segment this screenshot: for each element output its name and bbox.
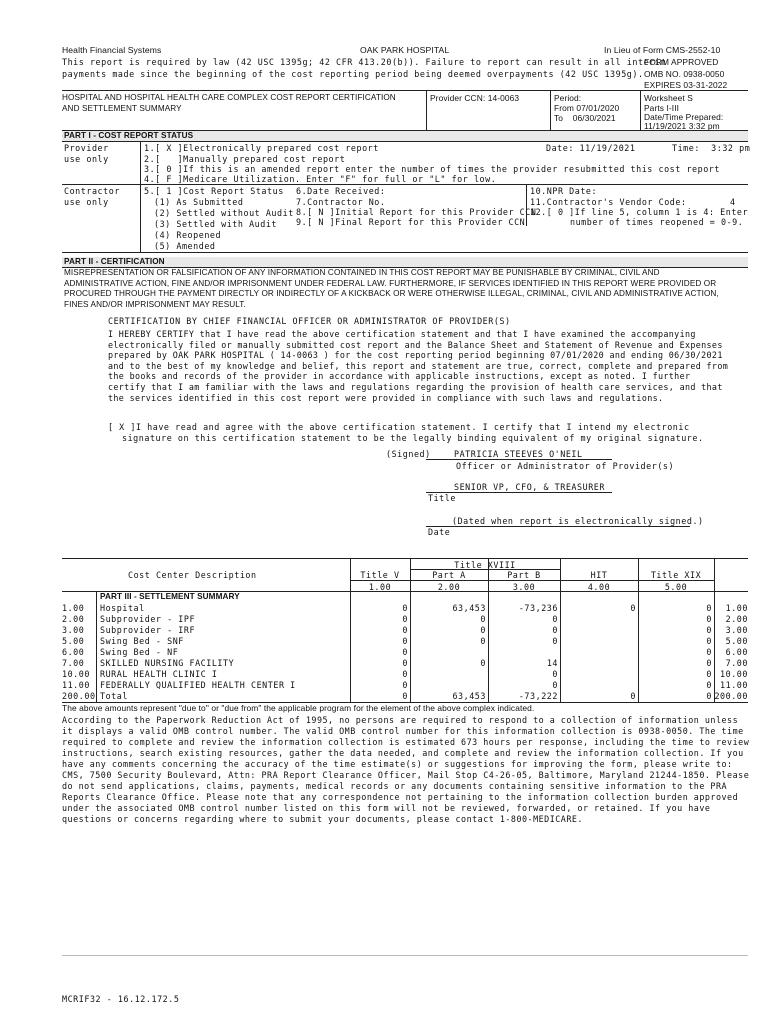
col-num-4: 4.00: [587, 582, 611, 592]
col-num-3: 3.00: [512, 582, 536, 592]
cell-line: 7.00: [62, 658, 85, 668]
cell-line: 10.00: [62, 669, 90, 679]
col-title5: Title V: [360, 570, 400, 580]
footer-version: MCRIF32 - 16.12.172.5: [62, 994, 180, 1004]
cell-line_r: 2.00: [725, 614, 748, 624]
cell-desc: SKILLED NURSING FACILITY: [100, 658, 235, 668]
cell-t5: 0: [402, 625, 408, 635]
form-title-line1: HOSPITAL AND HOSPITAL HEALTH CARE COMPLEX COST REPORT CERTIFICATION: [62, 93, 396, 102]
form-title-line2: AND SETTLEMENT SUMMARY: [62, 104, 182, 113]
cell-pb: -73,236: [518, 603, 558, 613]
cell-pb: 0: [552, 625, 558, 635]
prepared-label: Date/Time Prepared:: [644, 112, 724, 122]
col-part-b: Part B: [507, 570, 541, 580]
cell-line: 200.00: [62, 691, 96, 701]
contractor-use-label: Contractor: [64, 186, 120, 196]
officer-label: Officer or Administrator of Provider(s): [456, 461, 675, 471]
col-part-a: Part A: [432, 570, 466, 580]
signer-name: PATRICIA STEEVES O'NEIL: [454, 449, 583, 459]
status-option: (1) As Submitted: [154, 197, 244, 207]
cell-pb: 14: [546, 658, 558, 668]
col-desc-header: Cost Center Description: [128, 570, 257, 580]
title-label: Title: [428, 493, 456, 503]
provider-ccn: Provider CCN: 14-0063: [430, 93, 520, 103]
cell-line: 1.00: [62, 603, 85, 613]
cell-t19: 0: [706, 647, 712, 657]
penalty-warning: MISREPRESENTATION OR FALSIFICATION OF ANY INFORMATION CONTAINED IN THIS COST REPORT MAY BE PUNISHABLE BY CRIMINAL, CIVIL AND ADMINISTRATIVE ACTION, FINE AND/OR IMPRISONMENT UNDER FEDERAL LAW. FURTHERMORE, IF SERVICES IDENTIFIED IN THIS REPORT WERE PROVIDED OR PROCURED THROUGH THE PAYMENT DIRECTLY OR INDIRECTLY OF A KICKBACK OR WERE OTHERWISE ILLEGAL, CRIMINAL, CIVIL AND ADMINISTRATIVE ACTION, FINES AND/OR IMPRISONMENT MAY RESULT.: [64, 268, 719, 309]
cell-pb: 0: [552, 614, 558, 624]
cell-desc: Swing Bed - NF: [100, 647, 179, 657]
cell-t5: 0: [402, 669, 408, 679]
item5-status: 5.[ 1 ]Cost Report Status: [144, 186, 284, 196]
cell-t19: 0: [706, 625, 712, 635]
contractor-use-label-2: use only: [64, 197, 109, 207]
item1-electronic-checkbox: 1.[ X ]Electronically prepared cost report: [144, 143, 379, 153]
col-num-5: 5.00: [664, 582, 688, 592]
legal-notice-line2: payments made since the beginning of the cost reporting period being deemed overpayments (42 USC 1395g).: [62, 69, 644, 79]
cell-t19: 0: [706, 680, 712, 690]
item7-contractor-no: 7.Contractor No.: [296, 197, 386, 207]
cell-t19: 0: [706, 691, 712, 701]
cell-line_r: 3.00: [725, 625, 748, 635]
cell-t5: 0: [402, 658, 408, 668]
footnote: The above amounts represent "due to" or "due from" the applicable program for the element of the above complex indicated.: [62, 703, 535, 713]
cell-t5: 0: [402, 603, 408, 613]
cell-pa: 63,453: [452, 691, 486, 701]
provider-use-label-2: use only: [64, 154, 109, 164]
cell-line_r: 10.00: [720, 669, 748, 679]
cell-pa: 0: [480, 636, 486, 646]
item8-initial-report: 8.[ N ]Initial Report for this Provider CCN: [296, 207, 537, 217]
signed-label: (Signed): [386, 449, 431, 459]
cert-body: I HEREBY CERTIFY that I have read the above certification statement and that I have examined the accompanying electronically filed or manually submitted cost report and the Balance Sheet and Statement of Revenue and Expenses prepared by OAK PARK HOSPITAL ( 14-0063 ) for the cost reporting period beginning 07/01/2020 and ending 06/30/2021 and to the best of my knowledge and belief, this report and statement are true, correct, complete and prepared from the books and records of the provider in accordance with applicable instructions, except as noted. I further certify that I am familiar with the laws and regulations regarding the provision of health care services, and that the services identified in this cost report were provided in compliance with such laws and regulations.: [108, 329, 729, 403]
cell-pa: 63,453: [452, 603, 486, 613]
cell-desc: Hospital: [100, 603, 145, 613]
cell-line_r: 200.00: [714, 691, 748, 701]
expiration-date: EXPIRES 03-31-2022: [644, 80, 728, 90]
col-title19: Title XIX: [650, 570, 702, 580]
cell-t5: 0: [402, 680, 408, 690]
item3-amended: 3.[ 0 ]If this is an amended report enter the number of times the provider resubmitted this cost report: [144, 164, 720, 174]
cell-line_r: 6.00: [725, 647, 748, 657]
signer-title: SENIOR VP, CFO, & TREASURER: [454, 482, 605, 492]
item11-vendor-value: 4: [730, 197, 736, 207]
cell-desc: Subprovider - IPF: [100, 614, 196, 624]
cell-pa: 0: [480, 658, 486, 668]
cell-desc: FEDERALLY QUALIFIED HEALTH CENTER I: [100, 680, 296, 690]
period-to: To 06/30/2021: [554, 113, 616, 123]
cert-heading: CERTIFICATION BY CHIEF FINANCIAL OFFICER OR ADMINISTRATOR OF PROVIDER(S): [108, 316, 511, 326]
item1-time: Time: 3:32 pm: [672, 143, 751, 153]
cell-t19: 0: [706, 658, 712, 668]
item6-date-received: 6.Date Received:: [296, 186, 386, 196]
provider-use-label: Provider: [64, 143, 109, 153]
part1-heading: PART I - COST REPORT STATUS: [64, 131, 194, 140]
legal-notice-line1: This report is required by law (42 USC 1395g; 42 CFR 413.20(b)). Failure to report can result in all interim: [62, 57, 666, 67]
cell-line_r: 7.00: [725, 658, 748, 668]
cell-t5: 0: [402, 691, 408, 701]
period-label: Period:: [554, 93, 582, 103]
omb-number: OMB NO. 0938-0050: [644, 69, 725, 79]
system-name: Health Financial Systems: [62, 45, 162, 55]
form-reference: In Lieu of Form CMS-2552-10: [604, 45, 721, 55]
item12-reopened-2: number of times reopened = 0-9.: [570, 217, 744, 227]
status-option: (5) Amended: [154, 241, 216, 251]
cell-desc: RURAL HEALTH CLINIC I: [100, 669, 218, 679]
cell-t5: 0: [402, 647, 408, 657]
col-num-1: 1.00: [368, 582, 392, 592]
item9-final-report: 9.[ N ]Final Report for this Provider CCN: [296, 217, 526, 227]
cell-hit: 0: [630, 691, 636, 701]
form-approved: FORM APPROVED: [644, 57, 719, 67]
cell-pa: 0: [480, 625, 486, 635]
parts-label: Parts I-III: [644, 103, 680, 113]
cell-t5: 0: [402, 614, 408, 624]
cell-line: 2.00: [62, 614, 85, 624]
cell-pb: 0: [552, 669, 558, 679]
date-label: Date: [428, 527, 451, 537]
cell-line: 5.00: [62, 636, 85, 646]
item2-manual-checkbox: 2.[ ]Manually prepared cost report: [144, 154, 346, 164]
item10-npr-date: 10.NPR Date:: [530, 186, 598, 196]
cell-pb: -73,222: [518, 691, 558, 701]
item4-utilization: 4.[ F ]Medicare Utilization. Enter "F" for full or "L" for low.: [144, 174, 497, 184]
hospital-name: OAK PARK HOSPITAL: [360, 45, 450, 55]
cell-pb: 0: [552, 680, 558, 690]
dated-note: (Dated when report is electronically signed.): [452, 516, 704, 526]
period-from: From 07/01/2020: [554, 103, 620, 113]
prepared-value: 11/19/2021 3:32 pm: [644, 121, 720, 131]
cell-hit: 0: [630, 603, 636, 613]
agree-line2: signature on this certification statement to be the legally binding equivalent of my original signature.: [122, 433, 704, 443]
cell-desc: Total: [100, 691, 128, 701]
cell-t19: 0: [706, 636, 712, 646]
col-hit: HIT: [590, 570, 608, 580]
cell-line: 11.00: [62, 680, 90, 690]
part3-heading: PART III - SETTLEMENT SUMMARY: [100, 592, 240, 601]
status-option: (3) Settled with Audit: [154, 219, 278, 229]
item12-reopened: 12.[ 0 ]If line 5, column 1 is 4: Enter: [530, 207, 749, 217]
cell-t19: 0: [706, 669, 712, 679]
part2-heading: PART II - CERTIFICATION: [64, 257, 165, 266]
col-num-2: 2.00: [437, 582, 461, 592]
status-option: (4) Reopened: [154, 230, 222, 240]
item1-date: Date: 11/19/2021: [546, 143, 636, 153]
status-option: (2) Settled without Audit: [154, 208, 294, 218]
worksheet-label: Worksheet S: [644, 93, 693, 103]
cell-line: 3.00: [62, 625, 85, 635]
cell-pa: 0: [480, 614, 486, 624]
cell-desc: Swing Bed - SNF: [100, 636, 184, 646]
cell-desc: Subprovider - IRF: [100, 625, 196, 635]
cell-pb: 0: [552, 636, 558, 646]
title18-group-header: Title XVIII: [454, 560, 516, 570]
cell-line_r: 1.00: [725, 603, 748, 613]
cell-t19: 0: [706, 603, 712, 613]
agree-checkbox: [ X ]I have read and agree with the above certification statement. I certify that I intend my electronic: [108, 422, 690, 432]
item11-vendor-code: 11.Contractor's Vendor Code:: [530, 197, 687, 207]
cell-line_r: 11.00: [720, 680, 748, 690]
cell-line: 6.00: [62, 647, 85, 657]
paperwork-notice: According to the Paperwork Reduction Act of 1995, no persons are required to respond to a collection of information unless it displays a valid OMB control number. The valid OMB control number for this information collection is 0938-0050. The time required to complete and review the information collection is estimated 673 hours per response, including the time to review instructions, search existing resources, gather the data needed, and complete and review the information collection. If you have any comments concerning the accuracy of the time estimate(s) or suggestions for improving the form, please write to: CMS, 7500 Security Boulevard, Attn: PRA Report Clearance Officer, Mail Stop C4-26-05, Baltimore, Maryland 21244-1850. Please do not send applications, claims, payments, medical records or any documents containing sensitive information to the PRA Reports Clearance Office. Please note that any correspondence not pertaining to the information collection burden approved under the associated OMB control number listed on this form will not be reviewed, forwarded, or retained. If you have questions or concerns regarding where to submit your documents, please contact 1-800-MEDICARE.: [62, 715, 750, 824]
cell-line_r: 5.00: [725, 636, 748, 646]
cell-t19: 0: [706, 614, 712, 624]
cell-t5: 0: [402, 636, 408, 646]
